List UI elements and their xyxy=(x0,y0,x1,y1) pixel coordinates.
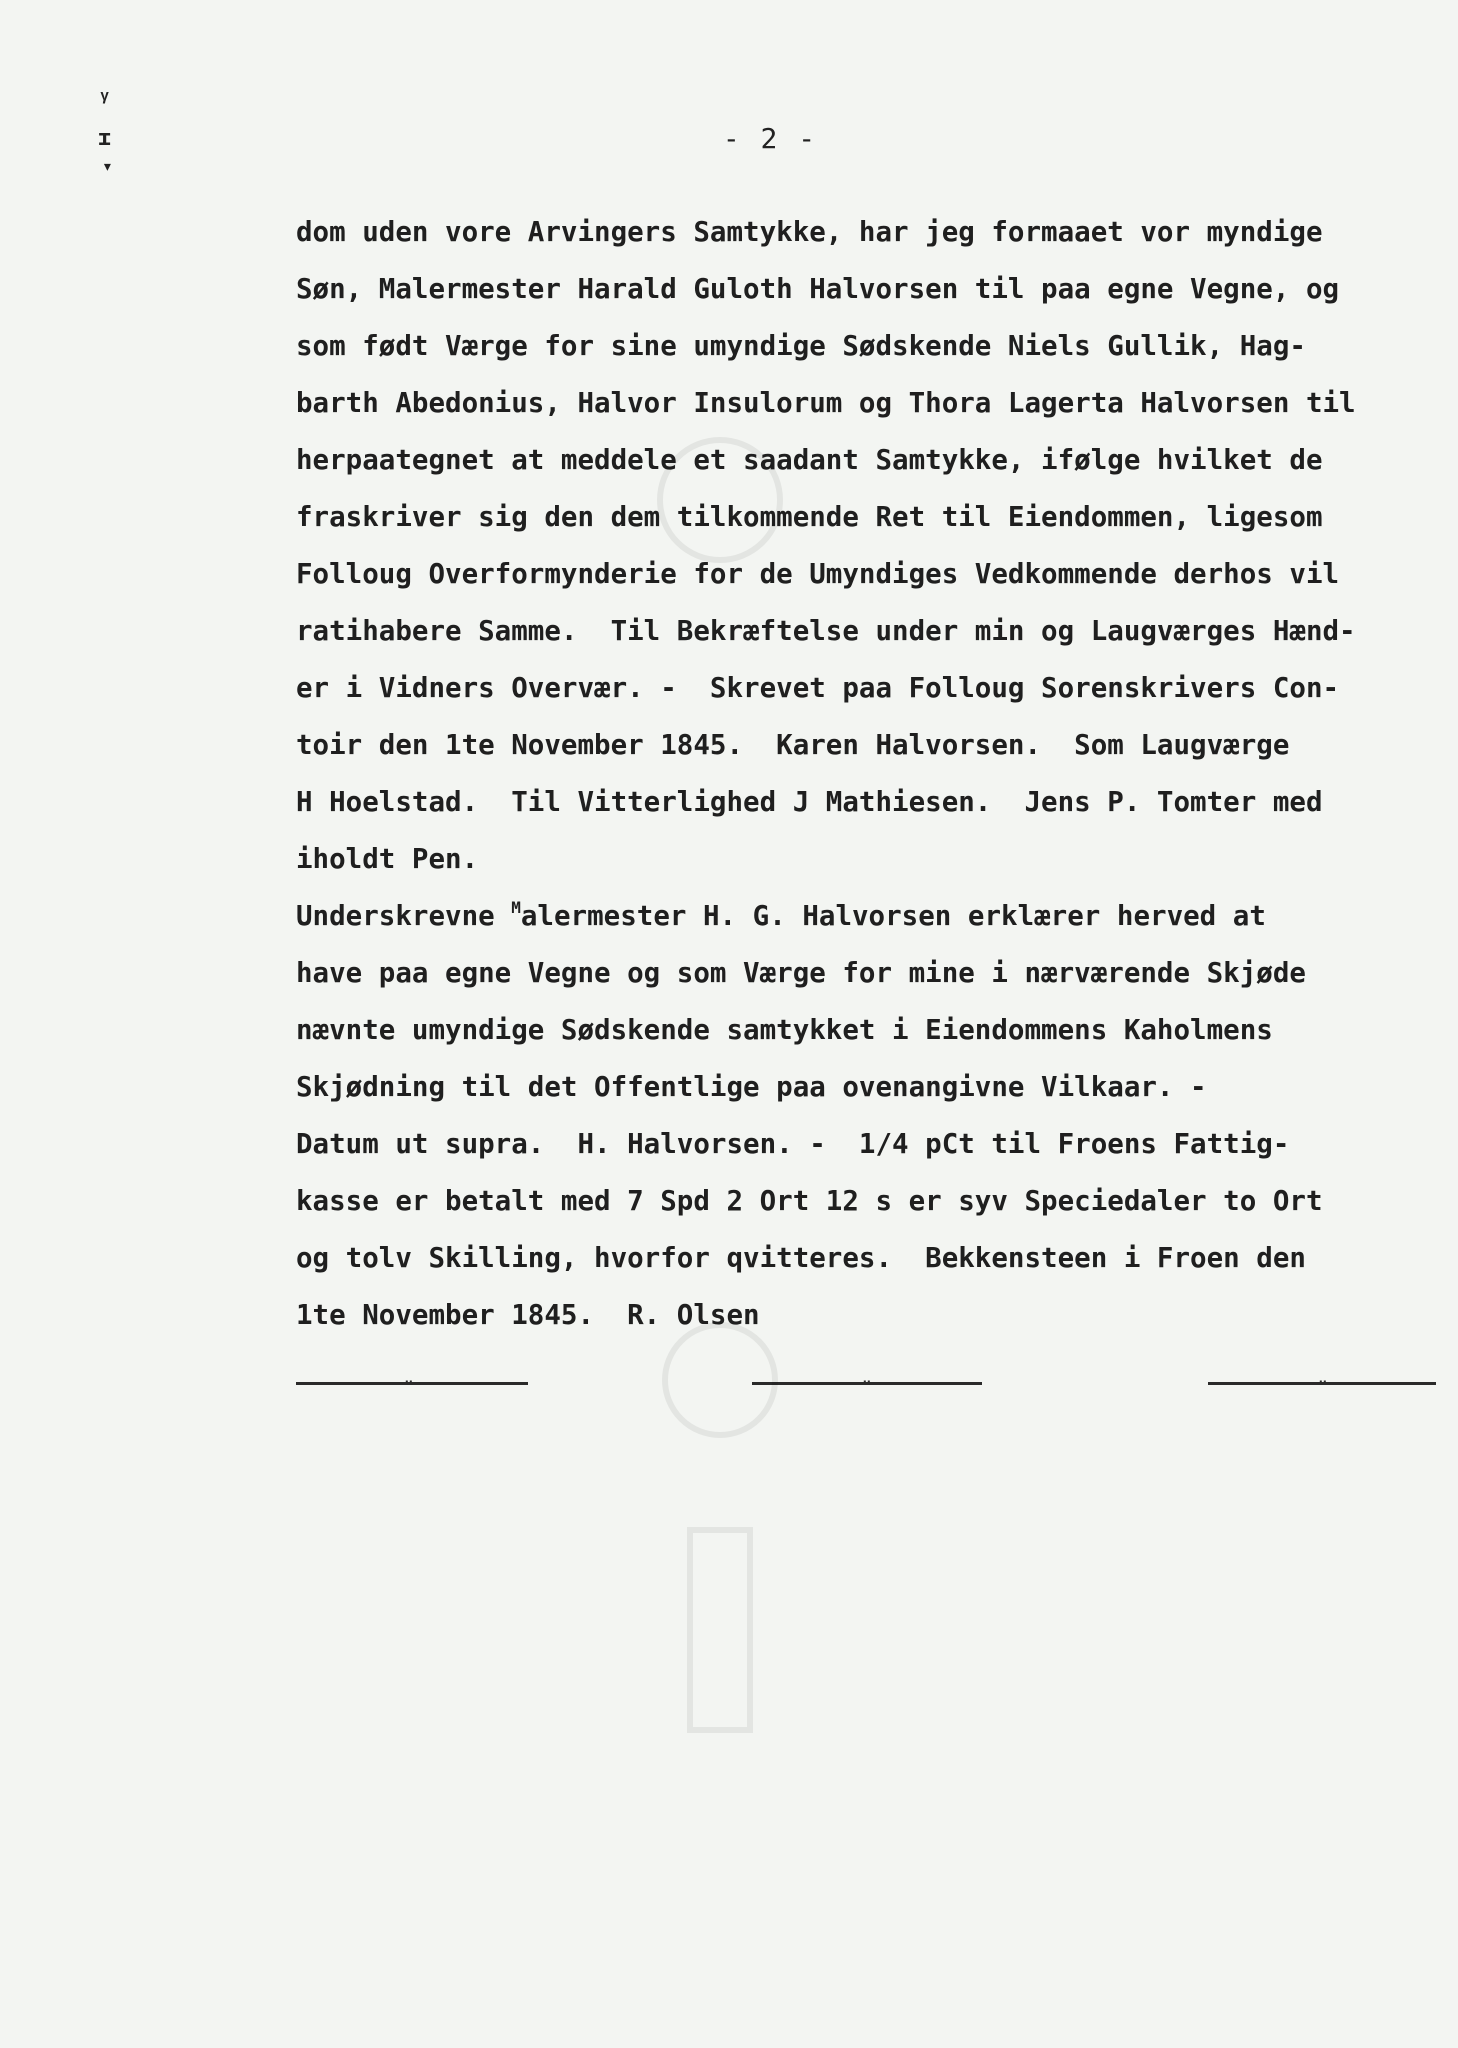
margin-mark: ɪ xyxy=(98,126,112,151)
text-line: H Hoelstad. Til Vitterlighed J Mathiesen. Jens P. Tomter med xyxy=(296,786,1323,818)
margin-mark: ▾ xyxy=(102,156,113,177)
typed-body-text xyxy=(296,204,1416,1344)
margin-marks xyxy=(96,80,126,180)
text-line: Folloug Overformynderie for de Umyndiges Vedkommende derhos vil xyxy=(296,558,1340,590)
declaration-rest: alermester H. G. Halvorsen erklærer herved at xyxy=(520,900,1266,932)
text-line: herpaategnet at meddele et saadant Samtykke, ifølge hvilket de xyxy=(296,444,1323,476)
rule-mark: " xyxy=(862,1377,872,1396)
margin-mark: ᵧ xyxy=(98,80,112,105)
text-line: iholdt Pen. xyxy=(296,843,479,875)
rule-mark: " xyxy=(1318,1377,1328,1396)
text-line: kasse er betalt med 7 Spd 2 Ort 12 s er syv Speciedaler to Ort xyxy=(296,1185,1323,1217)
text-line: og tolv Skilling, hvorfor qvitteres. Bekkensteen i Froen den xyxy=(296,1242,1306,1274)
text-line: barth Abedonius, Halvor Insulorum og Thora Lagerta Halvorsen til xyxy=(296,387,1356,419)
text-line: toir den 1te November 1845. Karen Halvorsen. Som Laugværge xyxy=(296,729,1290,761)
text-line: Skjødning til det Offentlige paa ovenangivne Vilkaar. - xyxy=(296,1071,1207,1103)
text-line-declaration xyxy=(296,888,1416,945)
text-line: 1te November 1845. R. Olsen xyxy=(296,1299,760,1331)
rule-mark: " xyxy=(404,1377,414,1396)
text-line: ratihabere Samme. Til Bekræftelse under min og Laugværges Hænd- xyxy=(296,615,1356,647)
page-number: - 2 - xyxy=(722,122,818,155)
text-line: have paa egne Vegne og som Værge for mine i nærværende Skjøde xyxy=(296,957,1306,989)
text-line: Søn, Malermester Harald Guloth Halvorsen til paa egne Vegne, og xyxy=(296,273,1340,305)
declaration-prefix: Underskrevne xyxy=(296,900,512,932)
text-line: Datum ut supra. H. Halvorsen. - 1/4 pCt til Froens Fattig- xyxy=(296,1128,1290,1160)
separator-rule xyxy=(296,1377,528,1396)
separator-rule xyxy=(1208,1377,1436,1396)
text-line: fraskriver sig den dem tilkommende Ret til Eiendommen, ligesom xyxy=(296,501,1323,533)
text-line: er i Vidners Overvær. - Skrevet paa Folloug Sorenskrivers Con- xyxy=(296,672,1340,704)
text-line: som født Værge for sine umyndige Sødskende Niels Gullik, Hag- xyxy=(296,330,1306,362)
text-line: nævnte umyndige Sødskende samtykket i Eiendommens Kaholmens xyxy=(296,1014,1273,1046)
faint-watermark-icon xyxy=(620,380,820,1880)
superscript-letter: M xyxy=(511,898,521,917)
text-line: dom uden vore Arvingers Samtykke, har jeg formaaet vor myndige xyxy=(296,216,1323,248)
